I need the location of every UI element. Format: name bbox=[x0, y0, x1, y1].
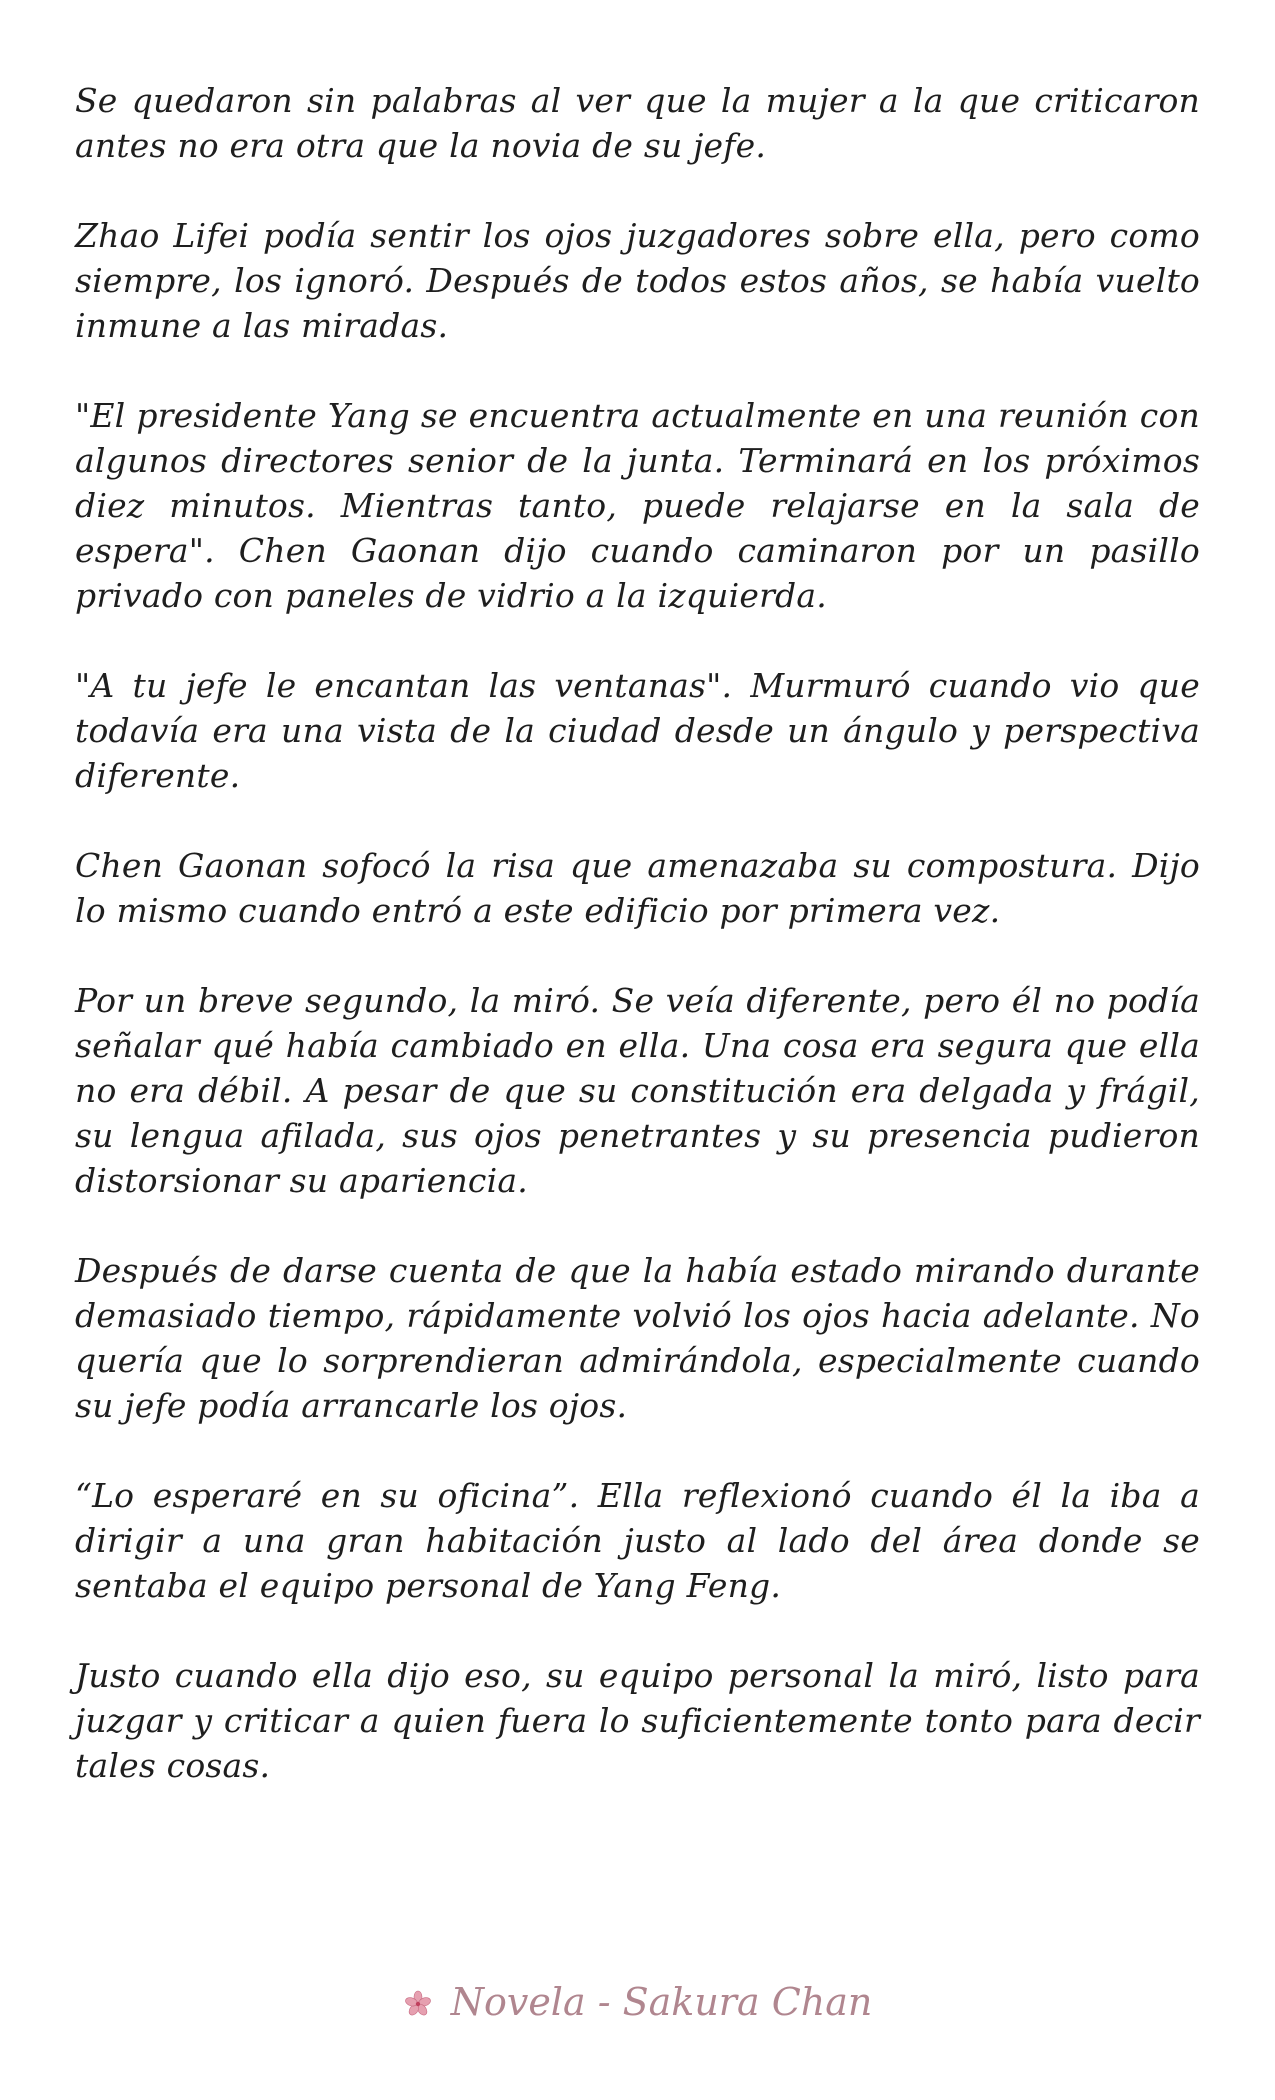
watermark-text: Novela - Sakura Chan bbox=[450, 1980, 873, 2024]
paragraph-3: "El presidente Yang se encuentra actualmente en una reunión con algunos directores senior de la junta. Terminará en los próximos diez minutos. Mientras tanto, puede relajarse en la sala de espera". Chen Gaonan dijo cuando caminaron por un pasillo privado con paneles de vidrio a la izquierda. bbox=[75, 396, 1200, 615]
sakura-flower-icon bbox=[403, 1984, 433, 2028]
paragraph-1: Se quedaron sin palabras al ver que la mujer a la que criticaron antes no era otra que la novia de su jefe. bbox=[75, 81, 1200, 165]
document-body bbox=[75, 78, 1200, 1788]
paragraph-4: "A tu jefe le encantan las ventanas". Murmuró cuando vio que todavía era una vista de la ciudad desde un ángulo y perspectiva diferente. bbox=[75, 666, 1200, 795]
paragraph-2: Zhao Lifei podía sentir los ojos juzgadores sobre ella, pero como siempre, los ignoró. Después de todos estos años, se había vuelto inmune a las miradas. bbox=[75, 216, 1200, 345]
paragraph-5: Chen Gaonan sofocó la risa que amenazaba su compostura. Dijo lo mismo cuando entró a este edificio por primera vez. bbox=[75, 846, 1200, 930]
paragraph-7: Después de darse cuenta de que la había estado mirando durante demasiado tiempo, rápidamente volvió los ojos hacia adelante. No quería que lo sorprendieran admirándola, especialmente cuando su jefe podía arrancarle los ojos. bbox=[75, 1251, 1200, 1425]
paragraph-6: Por un breve segundo, la miró. Se veía diferente, pero él no podía señalar qué había cambiado en ella. Una cosa era segura que ella no era débil. A pesar de que su constitución era delgada y frágil, su lengua afilada, sus ojos penetrantes y su presencia pudieron distorsionar su apariencia. bbox=[75, 981, 1200, 1200]
paragraph-9: Justo cuando ella dijo eso, su equipo personal la miró, listo para juzgar y criticar a quien fuera lo suficientemente tonto para decir tales cosas. bbox=[75, 1656, 1200, 1785]
watermark bbox=[0, 1980, 1275, 2028]
paragraph-8: “Lo esperaré en su oficina”. Ella reflexionó cuando él la iba a dirigir a una gran habitación justo al lado del área donde se sentaba el equipo personal de Yang Feng. bbox=[75, 1476, 1200, 1605]
